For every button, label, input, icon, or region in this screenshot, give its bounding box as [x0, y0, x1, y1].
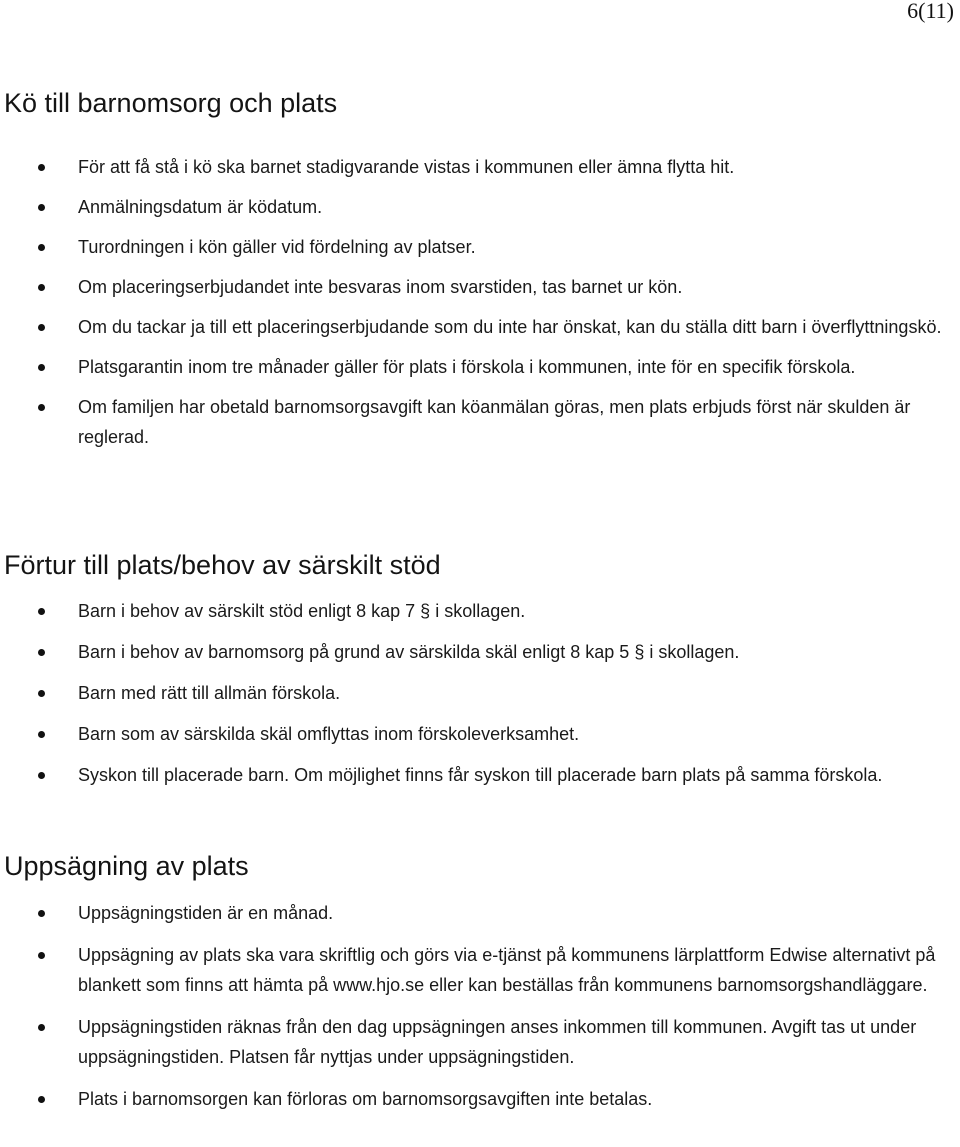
list-item — [0, 898, 960, 928]
list-item-text: Uppsägningstiden räknas från den dag uppsägningen anses inkommen till kommunen. Avgift tas ut under uppsägningstiden. Platsen får nyttjas under uppsägningstiden. — [78, 1017, 917, 1067]
list-item-text: Uppsägning av plats ska vara skriftlig och görs via e-tjänst på kommunens lärplattform Edwise alternativt på blankett som finns att hämta på www.hjo.se eller kan beställas från kommunens barnomsorgshandläggare. — [78, 945, 936, 995]
list-item — [0, 272, 960, 302]
list-item-text: Syskon till placerade barn. Om möjlighet finns får syskon till placerade barn plats på samma förskola. — [78, 765, 883, 785]
bullet-icon — [38, 404, 45, 411]
section-heading-queue: Kö till barnomsorg och plats — [4, 88, 338, 118]
bullet-icon — [38, 204, 45, 211]
list-item — [0, 678, 960, 708]
list-item-text: Om familjen har obetald barnomsorgsavgift kan köanmälan göras, men plats erbjuds först när skulden är reglerad. — [78, 397, 911, 447]
list-item-text: Turordningen i kön gäller vid fördelning av platser. — [78, 237, 476, 257]
list-item-text: Uppsägningstiden är en månad. — [78, 903, 334, 923]
list-item — [0, 392, 960, 452]
bullet-icon — [38, 284, 45, 291]
bullet-icon — [38, 772, 45, 779]
list-item — [0, 312, 960, 342]
list-item-text: Plats i barnomsorgen kan förloras om barnomsorgsavgiften inte betalas. — [78, 1089, 653, 1109]
list-item-text: Platsgarantin inom tre månader gäller för plats i förskola i kommunen, inte för en specifik förskola. — [78, 357, 856, 377]
list-priority-rules — [0, 596, 960, 790]
bullet-icon — [38, 608, 45, 615]
bullet-icon — [38, 952, 45, 959]
bullet-icon — [38, 731, 45, 738]
list-item — [0, 940, 960, 1000]
list-termination-rules — [0, 898, 960, 1114]
list-item — [0, 1084, 960, 1114]
list-item — [0, 760, 960, 790]
bullet-icon — [38, 910, 45, 917]
list-item — [0, 192, 960, 222]
list-item-text: Barn som av särskilda skäl omflyttas inom förskoleverksamhet. — [78, 724, 580, 744]
list-item — [0, 637, 960, 667]
list-item-text: Om du tackar ja till ett placeringserbjudande som du inte har önskat, kan du ställa ditt barn i överflyttningskö. — [78, 317, 942, 337]
bullet-icon — [38, 690, 45, 697]
list-item — [0, 1012, 960, 1072]
list-item — [0, 596, 960, 626]
bullet-icon — [38, 1096, 45, 1103]
list-queue-rules — [0, 152, 960, 452]
list-item — [0, 719, 960, 749]
bullet-icon — [38, 164, 45, 171]
bullet-icon — [38, 1024, 45, 1031]
bullet-icon — [38, 244, 45, 251]
page-number: 6(11) — [907, 0, 954, 23]
list-item — [0, 152, 960, 182]
list-item — [0, 352, 960, 382]
list-item-text: Anmälningsdatum är ködatum. — [78, 197, 323, 217]
list-item-text: Barn i behov av särskilt stöd enligt 8 kap 7 § i skollagen. — [78, 601, 526, 621]
section-heading-termination: Uppsägning av plats — [4, 851, 249, 881]
bullet-icon — [38, 324, 45, 331]
bullet-icon — [38, 364, 45, 371]
list-item-text: Barn i behov av barnomsorg på grund av särskilda skäl enligt 8 kap 5 § i skollagen. — [78, 642, 740, 662]
list-item-text: Barn med rätt till allmän förskola. — [78, 683, 341, 703]
bullet-icon — [38, 649, 45, 656]
list-item-text: För att få stå i kö ska barnet stadigvarande vistas i kommunen eller ämna flytta hit. — [78, 157, 735, 177]
section-heading-priority: Förtur till plats/behov av särskilt stöd — [4, 550, 441, 580]
list-item-text: Om placeringserbjudandet inte besvaras inom svarstiden, tas barnet ur kön. — [78, 277, 683, 297]
list-item — [0, 232, 960, 262]
